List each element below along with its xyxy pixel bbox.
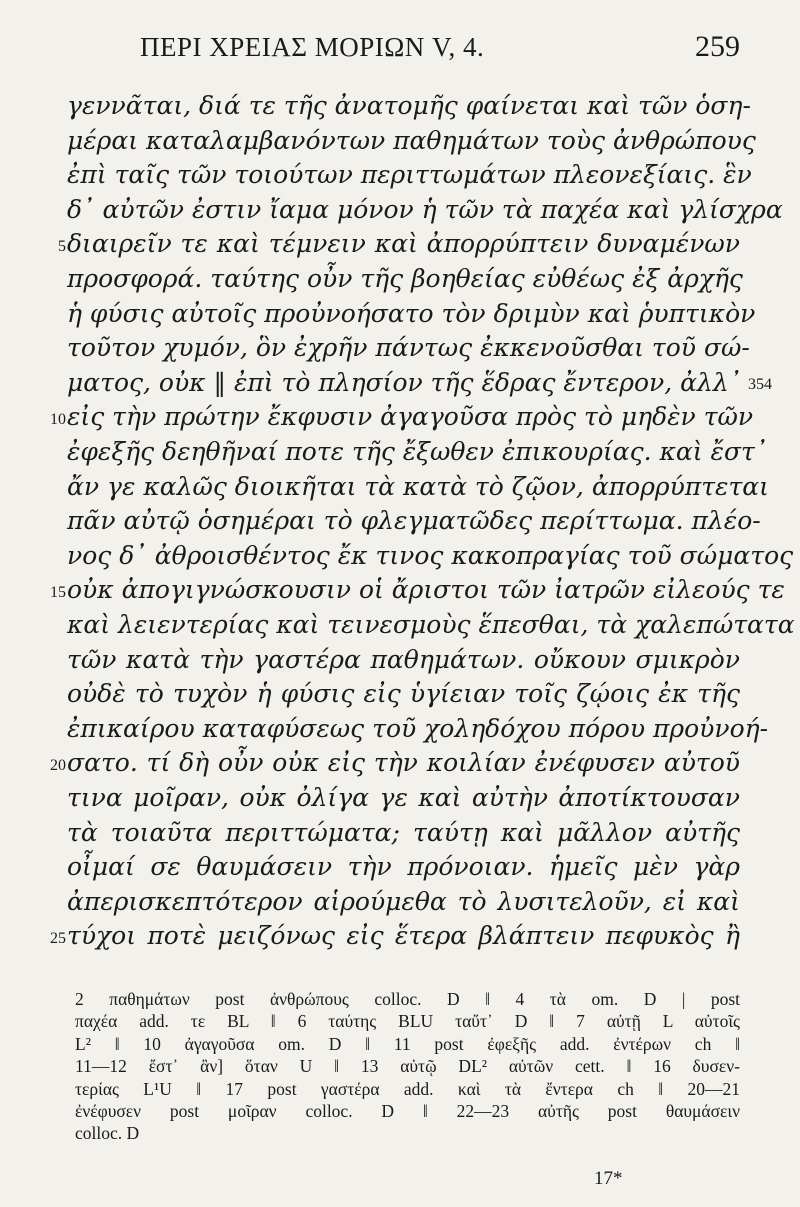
page-number: 259 — [695, 30, 740, 63]
line-text: τὰ τοιαῦτα περιττώματα; ταύτῃ καὶ μᾶλλον αὐτῆς — [67, 817, 740, 847]
line-text: οὐδὲ τὸ τυχὸν ἡ φύσις εἰς ὑγίειαν τοῖς ζῴοις ἐκ τῆς — [67, 679, 740, 709]
critical-apparatus — [75, 988, 740, 1145]
line-text: ἐπὶ ταῖς τῶν τοιούτων περιττωμάτων πλεονεξίαις. ἓν — [67, 160, 752, 190]
line-number: 20 — [50, 757, 66, 775]
apparatus-line: παχέα add. τε BL ‖ 6 ταύτης BLU ταὔτ᾽ D ‖ 7 αὐτῇ L αὐτοῖς — [75, 1011, 740, 1032]
apparatus-line: τερίας L¹U ‖ 17 post γαστέρα add. καὶ τὰ ἔντερα ch ‖ 20—21 — [75, 1078, 740, 1099]
marginal-reference: 354 — [748, 375, 772, 393]
text-line — [0, 916, 800, 956]
line-number: 25 — [50, 930, 66, 948]
line-text: γεννᾶται, διά τε τῆς ἀνατομῆς φαίνεται καὶ τῶν ὁση- — [67, 91, 751, 120]
line-text: τινα μοῖραν, οὐκ ὀλίγα γε καὶ αὐτὴν ἀποτίκτουσαν — [67, 783, 740, 812]
signature-mark: 17* — [594, 1168, 623, 1189]
line-text: εἰς τὴν πρώτην ἔκφυσιν ἀγαγοῦσα πρὸς τὸ μηδὲν τῶν — [67, 402, 754, 432]
line-text: προσφορά. ταύτης οὖν τῆς βοηθείας εὐθέως ἐξ ἀρχῆς — [67, 264, 743, 293]
line-text: ἐφεξῆς δεηθῆναί ποτε τῆς ἔξωθεν ἐπικουρίας. καὶ ἔστ᾽ — [67, 437, 768, 466]
apparatus-line: colloc. D — [75, 1123, 140, 1144]
line-number: 5 — [58, 238, 66, 256]
apparatus-line: 2 παθημάτων post ἀνθρώπους colloc. D ‖ 4 τὰ om. D | post — [75, 989, 740, 1009]
apparatus-line: 11—12 ἔστ᾽ ἂν] ὅταν U ‖ 13 αὐτῷ DL² αὐτῶν cett. ‖ 16 δυσεν- — [75, 1056, 740, 1077]
apparatus-line: ἐνέφυσεν post μοῖραν colloc. D ‖ 22—23 αὐτῆς post θαυμάσειν — [75, 1101, 740, 1122]
line-text: ματος, οὐκ ‖ ἐπὶ τὸ πλησίον τῆς ἕδρας ἔντερον, ἀλλ᾽ — [67, 367, 742, 397]
line-text: οἶμαί σε θαυμάσειν τὴν πρόνοιαν. ἡμεῖς μὲν γὰρ — [67, 852, 740, 882]
line-text: διαιρεῖν τε καὶ τέμνειν καὶ ἀπορρύπτειν δυναμένων — [67, 229, 740, 259]
line-text: δ᾽ αὐτῶν ἐστιν ἴαμα μόνον ἡ τῶν τὰ παχέα καὶ γλίσχρα — [67, 194, 783, 224]
line-number: 15 — [50, 584, 66, 602]
line-text: ἀπερισκεπτότερον αἱρούμεθα τὸ λυσιτελοῦν, εἰ καὶ — [67, 886, 740, 916]
line-text: μέραι καταλαμβανόντων παθημάτων τοὺς ἀνθρώπους — [67, 125, 756, 155]
apparatus-line: L² ‖ 10 ἀγαγοῦσα om. D ‖ 11 post ἐφεξῆς add. ἐντέρων ch ‖ — [75, 1033, 740, 1054]
line-text: σατο. τί δὴ οὖν οὐκ εἰς τὴν κοιλίαν ἐνέφυσεν αὐτοῦ — [67, 748, 740, 778]
line-text: τῶν κατὰ τὴν γαστέρα παθημάτων. οὔκουν σμικρὸν — [67, 644, 740, 674]
page-header — [140, 30, 740, 70]
line-text: τοῦτον χυμόν, ὃν ἐχρῆν πάντως ἐκκενοῦσθαι τοῦ σώ- — [67, 333, 750, 363]
running-title: ΠΕΡΙ ΧΡΕΙΑΣ ΜΟΡΙΩΝ V, 4. — [140, 32, 485, 62]
line-text: νος δ᾽ ἀθροισθέντος ἔκ τινος κακοπραγίας τοῦ σώματος — [67, 540, 794, 570]
line-text: καὶ λειεντερίας καὶ τεινεσμοὺς ἕπεσθαι, τὰ χαλεπώτατα — [67, 610, 795, 639]
line-text: ἐπικαίρου καταφύσεως τοῦ χοληδόχου πόρου προὐνοή- — [67, 713, 769, 743]
line-text: ἡ φύσις αὐτοῖς προὐνοήσατο τὸν δριμὺν καὶ ῥυπτικὸν — [67, 298, 756, 328]
line-text: τύχοι ποτὲ μειζόνως εἰς ἕτερα βλάπτειν πεφυκὸς ἢ — [67, 921, 740, 951]
line-text: ἄν γε καλῶς διοικῆται τὰ κατὰ τὸ ζῷον, ἀπορρύπτεται — [67, 471, 769, 501]
line-text: πᾶν αὐτῷ ὁσημέραι τὸ φλεγματῶδες περίττωμα. πλέο- — [67, 506, 761, 536]
line-number: 10 — [50, 411, 66, 429]
line-text: οὐκ ἀπογιγνώσκουσιν οἱ ἄριστοι τῶν ἰατρῶν εἰλεούς τε — [67, 575, 785, 605]
